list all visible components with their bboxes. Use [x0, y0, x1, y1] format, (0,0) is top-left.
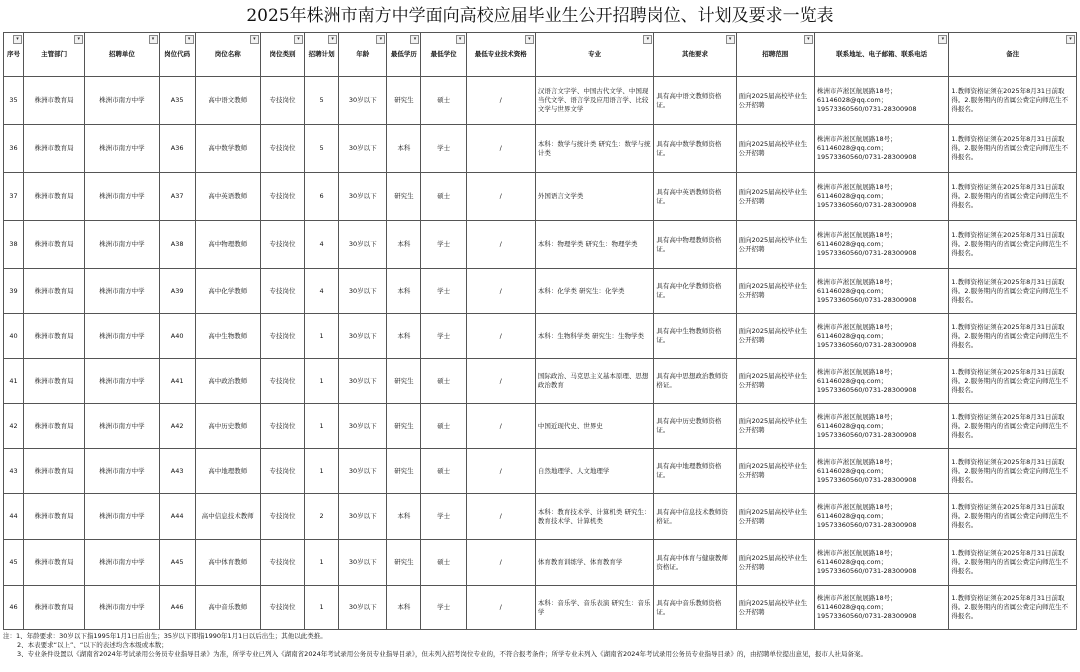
cell-contact: 株洲市芦淞区航展路18号；61146028@qq.com；19573360560/0731-28300908 — [814, 269, 949, 314]
cell-age: 30岁以下 — [339, 77, 387, 125]
cell-edu: 本科 — [387, 125, 421, 173]
cell-tech: / — [466, 77, 535, 125]
cell-post: 高中化学教师 — [195, 269, 260, 314]
cell-code: A35 — [159, 77, 195, 125]
column-header-label: 年龄 — [356, 50, 370, 58]
cell-major: 自然地理学、人文地理学 — [535, 449, 653, 494]
cell-age: 30岁以下 — [339, 125, 387, 173]
cell-degree: 硕士 — [421, 77, 466, 125]
cell-tech: / — [466, 125, 535, 173]
table-row — [4, 494, 1077, 540]
cell-code: A45 — [159, 540, 195, 586]
cell-tech: / — [466, 449, 535, 494]
cell-scope: 面向2025届高校毕业生公开招聘 — [736, 77, 814, 125]
recruitment-table-wrapper — [3, 32, 1077, 630]
cell-other: 具有高中物理教师资格证。 — [654, 221, 736, 269]
cell-no: 37 — [4, 173, 24, 221]
cell-plan: 1 — [305, 540, 339, 586]
cell-post: 高中体育教师 — [195, 540, 260, 586]
filter-dropdown-icon[interactable]: ▾ — [185, 35, 194, 44]
column-header-label: 序号 — [7, 50, 21, 58]
filter-dropdown-icon[interactable]: ▾ — [726, 35, 735, 44]
column-header-label: 岗位代码 — [164, 50, 191, 58]
filter-dropdown-icon[interactable]: ▾ — [1066, 35, 1075, 44]
column-header — [195, 33, 260, 77]
cell-scope: 面向2025届高校毕业生公开招聘 — [736, 449, 814, 494]
cell-no: 42 — [4, 404, 24, 449]
cell-edu: 研究生 — [387, 77, 421, 125]
cell-other: 具有高中语文教师资格证。 — [654, 77, 736, 125]
cell-no: 43 — [4, 449, 24, 494]
cell-scope: 面向2025届高校毕业生公开招聘 — [736, 494, 814, 540]
filter-dropdown-icon[interactable]: ▾ — [525, 35, 534, 44]
cell-degree: 硕士 — [421, 449, 466, 494]
cell-post: 高中生物教师 — [195, 314, 260, 359]
cell-type: 专技岗位 — [260, 221, 304, 269]
cell-dept: 株洲市教育局 — [24, 269, 85, 314]
cell-dept: 株洲市教育局 — [24, 125, 85, 173]
column-header — [949, 33, 1077, 77]
cell-contact: 株洲市芦淞区航展路18号；61146028@qq.com；19573360560/0731-28300908 — [814, 404, 949, 449]
cell-other: 具有高中生物教师资格证。 — [654, 314, 736, 359]
table-body — [4, 77, 1077, 630]
cell-dept: 株洲市教育局 — [24, 221, 85, 269]
page-title: 2025年株洲市南方中学面向高校应届毕业生公开招聘岗位、计划及要求一览表 — [246, 6, 834, 26]
cell-major: 国际政治、马克思主义基本原理、思想政治教育 — [535, 359, 653, 404]
footnote-1: 注：1、年龄要求：30岁以下指1995年1月1日后出生；35岁以下即指1990年1月1日以后出生；其他以此类推。 — [3, 632, 327, 640]
footnote-2: 2、本表要求“以上”、“以下的表述均含本级或本数； — [17, 641, 168, 649]
cell-age: 30岁以下 — [339, 269, 387, 314]
cell-unit: 株洲市南方中学 — [85, 494, 159, 540]
cell-tech: / — [466, 173, 535, 221]
cell-contact: 株洲市芦淞区航展路18号；61146028@qq.com；19573360560/0731-28300908 — [814, 77, 949, 125]
cell-major: 本科：数学与统计类 研究生：数学与统计类 — [535, 125, 653, 173]
cell-other: 具有高中化学教师资格证。 — [654, 269, 736, 314]
cell-other: 具有高中地理教师资格证。 — [654, 449, 736, 494]
cell-plan: 4 — [305, 221, 339, 269]
column-header-label: 岗位类别 — [269, 50, 296, 58]
cell-type: 专技岗位 — [260, 359, 304, 404]
cell-degree: 硕士 — [421, 173, 466, 221]
cell-degree: 学士 — [421, 586, 466, 630]
cell-unit: 株洲市南方中学 — [85, 404, 159, 449]
cell-post: 高中政治教师 — [195, 359, 260, 404]
footnotes — [3, 632, 1077, 659]
header-row — [4, 33, 1077, 77]
cell-degree: 硕士 — [421, 404, 466, 449]
column-header — [814, 33, 949, 77]
cell-tech: / — [466, 586, 535, 630]
cell-plan: 1 — [305, 359, 339, 404]
cell-contact: 株洲市芦淞区航展路18号；61146028@qq.com；19573360560/0731-28300908 — [814, 449, 949, 494]
cell-no: 39 — [4, 269, 24, 314]
cell-type: 专技岗位 — [260, 314, 304, 359]
cell-degree: 学士 — [421, 314, 466, 359]
cell-age: 30岁以下 — [339, 359, 387, 404]
cell-edu: 本科 — [387, 586, 421, 630]
column-header-label: 招聘单位 — [108, 50, 135, 58]
cell-code: A39 — [159, 269, 195, 314]
cell-edu: 研究生 — [387, 449, 421, 494]
cell-contact: 株洲市芦淞区航展路18号；61146028@qq.com；19573360560/0731-28300908 — [814, 586, 949, 630]
table-row — [4, 359, 1077, 404]
cell-no: 35 — [4, 77, 24, 125]
column-header — [24, 33, 85, 77]
cell-major: 本科：化学类 研究生：化学类 — [535, 269, 653, 314]
column-header — [421, 33, 466, 77]
cell-age: 30岁以下 — [339, 173, 387, 221]
table-row — [4, 125, 1077, 173]
column-header — [4, 33, 24, 77]
column-header-label: 岗位名称 — [214, 50, 241, 58]
column-header-label: 招聘计划 — [308, 50, 335, 58]
cell-remark: 1.教师资格证须在2025年8月31日前取得。2.服务期内的省属公费定向师范生不得报名。 — [949, 449, 1077, 494]
cell-no: 38 — [4, 221, 24, 269]
column-header — [466, 33, 535, 77]
cell-dept: 株洲市教育局 — [24, 359, 85, 404]
cell-code: A41 — [159, 359, 195, 404]
cell-other: 具有高中音乐教师资格证。 — [654, 586, 736, 630]
cell-code: A36 — [159, 125, 195, 173]
cell-edu: 研究生 — [387, 540, 421, 586]
cell-remark: 1.教师资格证须在2025年8月31日前取得。2.服务期内的省属公费定向师范生不得报名。 — [949, 404, 1077, 449]
cell-edu: 本科 — [387, 269, 421, 314]
cell-dept: 株洲市教育局 — [24, 494, 85, 540]
cell-no: 41 — [4, 359, 24, 404]
cell-type: 专技岗位 — [260, 125, 304, 173]
cell-major: 本科：音乐学、音乐表演 研究生：音乐学 — [535, 586, 653, 630]
cell-code: A40 — [159, 314, 195, 359]
cell-edu: 本科 — [387, 314, 421, 359]
cell-post: 高中英语教师 — [195, 173, 260, 221]
cell-major: 外国语言文学类 — [535, 173, 653, 221]
cell-edu: 本科 — [387, 221, 421, 269]
cell-post: 高中数学教师 — [195, 125, 260, 173]
cell-code: A38 — [159, 221, 195, 269]
filter-dropdown-icon[interactable]: ▾ — [250, 35, 259, 44]
cell-contact: 株洲市芦淞区航展路18号；61146028@qq.com；19573360560/0731-28300908 — [814, 221, 949, 269]
cell-age: 30岁以下 — [339, 404, 387, 449]
cell-code: A37 — [159, 173, 195, 221]
cell-plan: 5 — [305, 77, 339, 125]
cell-type: 专技岗位 — [260, 404, 304, 449]
cell-post: 高中物理教师 — [195, 221, 260, 269]
cell-plan: 2 — [305, 494, 339, 540]
cell-remark: 1.教师资格证须在2025年8月31日前取得。2.服务期内的省属公费定向师范生不得报名。 — [949, 125, 1077, 173]
cell-degree: 学士 — [421, 221, 466, 269]
cell-scope: 面向2025届高校毕业生公开招聘 — [736, 314, 814, 359]
cell-unit: 株洲市南方中学 — [85, 269, 159, 314]
cell-unit: 株洲市南方中学 — [85, 359, 159, 404]
cell-scope: 面向2025届高校毕业生公开招聘 — [736, 269, 814, 314]
cell-age: 30岁以下 — [339, 449, 387, 494]
cell-post: 高中历史教师 — [195, 404, 260, 449]
cell-remark: 1.教师资格证须在2025年8月31日前取得。2.服务期内的省属公费定向师范生不得报名。 — [949, 173, 1077, 221]
cell-edu: 研究生 — [387, 404, 421, 449]
cell-tech: / — [466, 540, 535, 586]
cell-no: 46 — [4, 586, 24, 630]
table-row — [4, 449, 1077, 494]
cell-type: 专技岗位 — [260, 77, 304, 125]
filter-dropdown-icon[interactable]: ▾ — [149, 35, 158, 44]
cell-remark: 1.教师资格证须在2025年8月31日前取得。2.服务期内的省属公费定向师范生不得报名。 — [949, 269, 1077, 314]
column-header — [339, 33, 387, 77]
cell-post: 高中音乐教师 — [195, 586, 260, 630]
table-row — [4, 314, 1077, 359]
column-header — [85, 33, 159, 77]
cell-type: 专技岗位 — [260, 586, 304, 630]
cell-code: A44 — [159, 494, 195, 540]
column-header-label: 主管部门 — [41, 50, 68, 58]
column-header-label: 最低学位 — [430, 50, 457, 58]
column-header-label: 最低学历 — [390, 50, 417, 58]
cell-post: 高中信息技术教师 — [195, 494, 260, 540]
cell-other: 具有高中历史教师资格证。 — [654, 404, 736, 449]
cell-degree: 学士 — [421, 269, 466, 314]
table-row — [4, 540, 1077, 586]
cell-unit: 株洲市南方中学 — [85, 540, 159, 586]
cell-no: 45 — [4, 540, 24, 586]
cell-post: 高中地理教师 — [195, 449, 260, 494]
cell-code: A46 — [159, 586, 195, 630]
cell-type: 专技岗位 — [260, 540, 304, 586]
cell-plan: 1 — [305, 314, 339, 359]
cell-remark: 1.教师资格证须在2025年8月31日前取得。2.服务期内的省属公费定向师范生不得报名。 — [949, 359, 1077, 404]
cell-scope: 面向2025届高校毕业生公开招聘 — [736, 173, 814, 221]
cell-remark: 1.教师资格证须在2025年8月31日前取得。2.服务期内的省属公费定向师范生不得报名。 — [949, 494, 1077, 540]
cell-scope: 面向2025届高校毕业生公开招聘 — [736, 359, 814, 404]
cell-scope: 面向2025届高校毕业生公开招聘 — [736, 125, 814, 173]
table-row — [4, 269, 1077, 314]
cell-age: 30岁以下 — [339, 314, 387, 359]
cell-degree: 硕士 — [421, 540, 466, 586]
cell-unit: 株洲市南方中学 — [85, 173, 159, 221]
cell-dept: 株洲市教育局 — [24, 77, 85, 125]
column-header — [387, 33, 421, 77]
cell-scope: 面向2025届高校毕业生公开招聘 — [736, 586, 814, 630]
cell-no: 40 — [4, 314, 24, 359]
cell-unit: 株洲市南方中学 — [85, 586, 159, 630]
column-header-label: 联系地址、电子邮箱、联系电话 — [836, 50, 928, 58]
cell-edu: 研究生 — [387, 359, 421, 404]
column-header-label: 备注 — [1006, 50, 1020, 58]
cell-degree: 学士 — [421, 125, 466, 173]
column-header-label: 最低专业技术资格 — [474, 50, 527, 58]
cell-degree: 学士 — [421, 494, 466, 540]
cell-tech: / — [466, 494, 535, 540]
cell-degree: 硕士 — [421, 359, 466, 404]
filter-dropdown-icon[interactable]: ▾ — [376, 35, 385, 44]
cell-edu: 研究生 — [387, 173, 421, 221]
cell-dept: 株洲市教育局 — [24, 173, 85, 221]
cell-scope: 面向2025届高校毕业生公开招聘 — [736, 540, 814, 586]
cell-plan: 6 — [305, 173, 339, 221]
filter-dropdown-icon[interactable]: ▾ — [456, 35, 465, 44]
filter-dropdown-icon[interactable]: ▾ — [938, 35, 947, 44]
cell-tech: / — [466, 221, 535, 269]
table-row — [4, 221, 1077, 269]
cell-plan: 1 — [305, 449, 339, 494]
cell-remark: 1.教师资格证须在2025年8月31日前取得。2.服务期内的省属公费定向师范生不得报名。 — [949, 221, 1077, 269]
cell-major: 本科：物理学类 研究生：物理学类 — [535, 221, 653, 269]
filter-dropdown-icon[interactable]: ▾ — [13, 35, 22, 44]
cell-tech: / — [466, 314, 535, 359]
cell-contact: 株洲市芦淞区航展路18号；61146028@qq.com；19573360560/0731-28300908 — [814, 540, 949, 586]
cell-dept: 株洲市教育局 — [24, 586, 85, 630]
table-row — [4, 586, 1077, 630]
cell-tech: / — [466, 404, 535, 449]
cell-dept: 株洲市教育局 — [24, 449, 85, 494]
cell-tech: / — [466, 269, 535, 314]
filter-dropdown-icon[interactable]: ▾ — [804, 35, 813, 44]
cell-age: 30岁以下 — [339, 540, 387, 586]
column-header — [535, 33, 653, 77]
footnote-3: 3、专业条件设置以《湖南省2024年考试录用公务员专业指导目录》为准，所学专业已列入《湖南省2024年考试录用公务员专业指导目录》，但未列入招考岗位专业的，不符合报考条件；所学专业未列入《湖南省2024年考试录用公务员专业指导目录》的，由招聘单位提出意见，报市人社局备案。 — [17, 650, 868, 658]
cell-type: 专技岗位 — [260, 449, 304, 494]
cell-contact: 株洲市芦淞区航展路18号；61146028@qq.com；19573360560/0731-28300908 — [814, 173, 949, 221]
cell-remark: 1.教师资格证须在2025年8月31日前取得。2.服务期内的省属公费定向师范生不得报名。 — [949, 540, 1077, 586]
filter-dropdown-icon[interactable]: ▾ — [410, 35, 419, 44]
cell-unit: 株洲市南方中学 — [85, 125, 159, 173]
column-header — [260, 33, 304, 77]
column-header-label: 招聘范围 — [762, 50, 789, 58]
cell-major: 本科：教育技术学、计算机类 研究生：教育技术学、计算机类 — [535, 494, 653, 540]
cell-unit: 株洲市南方中学 — [85, 77, 159, 125]
cell-other: 具有高中信息技术教师资格证。 — [654, 494, 736, 540]
column-header — [654, 33, 736, 77]
column-header — [159, 33, 195, 77]
cell-type: 专技岗位 — [260, 494, 304, 540]
cell-major: 中国近现代史、世界史 — [535, 404, 653, 449]
cell-plan: 5 — [305, 125, 339, 173]
cell-code: A42 — [159, 404, 195, 449]
column-header-label: 专业 — [588, 50, 602, 58]
cell-plan: 1 — [305, 404, 339, 449]
cell-scope: 面向2025届高校毕业生公开招聘 — [736, 221, 814, 269]
filter-dropdown-icon[interactable]: ▾ — [643, 35, 652, 44]
cell-contact: 株洲市芦淞区航展路18号；61146028@qq.com；19573360560/0731-28300908 — [814, 314, 949, 359]
table-row — [4, 173, 1077, 221]
cell-tech: / — [466, 359, 535, 404]
cell-post: 高中语文教师 — [195, 77, 260, 125]
cell-remark: 1.教师资格证须在2025年8月31日前取得。2.服务期内的省属公费定向师范生不得报名。 — [949, 77, 1077, 125]
cell-code: A43 — [159, 449, 195, 494]
cell-no: 44 — [4, 494, 24, 540]
cell-major: 体育教育训练学、体育教育学 — [535, 540, 653, 586]
cell-contact: 株洲市芦淞区航展路18号；61146028@qq.com；19573360560/0731-28300908 — [814, 494, 949, 540]
cell-age: 30岁以下 — [339, 586, 387, 630]
column-header-label: 其他要求 — [681, 50, 708, 58]
cell-unit: 株洲市南方中学 — [85, 449, 159, 494]
cell-plan: 4 — [305, 269, 339, 314]
cell-age: 30岁以下 — [339, 494, 387, 540]
cell-other: 具有高中思想政治教师资格证。 — [654, 359, 736, 404]
cell-remark: 1.教师资格证须在2025年8月31日前取得。2.服务期内的省属公费定向师范生不得报名。 — [949, 586, 1077, 630]
cell-major: 汉语言文字学、中国古代文学、中国现当代文学、语言学及应用语言学、比较文学与世界文学 — [535, 77, 653, 125]
column-header — [736, 33, 814, 77]
column-header — [305, 33, 339, 77]
filter-dropdown-icon[interactable]: ▾ — [74, 35, 83, 44]
cell-type: 专技岗位 — [260, 173, 304, 221]
cell-unit: 株洲市南方中学 — [85, 221, 159, 269]
cell-remark: 1.教师资格证须在2025年8月31日前取得。2.服务期内的省属公费定向师范生不得报名。 — [949, 314, 1077, 359]
cell-scope: 面向2025届高校毕业生公开招聘 — [736, 404, 814, 449]
table-row — [4, 77, 1077, 125]
cell-other: 具有高中英语教师资格证。 — [654, 173, 736, 221]
cell-age: 30岁以下 — [339, 221, 387, 269]
cell-unit: 株洲市南方中学 — [85, 314, 159, 359]
table-row — [4, 404, 1077, 449]
recruitment-table — [3, 32, 1077, 630]
cell-dept: 株洲市教育局 — [24, 314, 85, 359]
cell-no: 36 — [4, 125, 24, 173]
cell-contact: 株洲市芦淞区航展路18号；61146028@qq.com；19573360560/0731-28300908 — [814, 359, 949, 404]
filter-dropdown-icon[interactable]: ▾ — [328, 35, 337, 44]
cell-dept: 株洲市教育局 — [24, 404, 85, 449]
filter-dropdown-icon[interactable]: ▾ — [294, 35, 303, 44]
cell-other: 具有高中体育与健康教师资格证。 — [654, 540, 736, 586]
cell-edu: 本科 — [387, 494, 421, 540]
cell-contact: 株洲市芦淞区航展路18号；61146028@qq.com；19573360560/0731-28300908 — [814, 125, 949, 173]
cell-dept: 株洲市教育局 — [24, 540, 85, 586]
cell-major: 本科：生物科学类 研究生：生物学类 — [535, 314, 653, 359]
cell-other: 具有高中数学教师资格证。 — [654, 125, 736, 173]
cell-type: 专技岗位 — [260, 269, 304, 314]
cell-plan: 1 — [305, 586, 339, 630]
